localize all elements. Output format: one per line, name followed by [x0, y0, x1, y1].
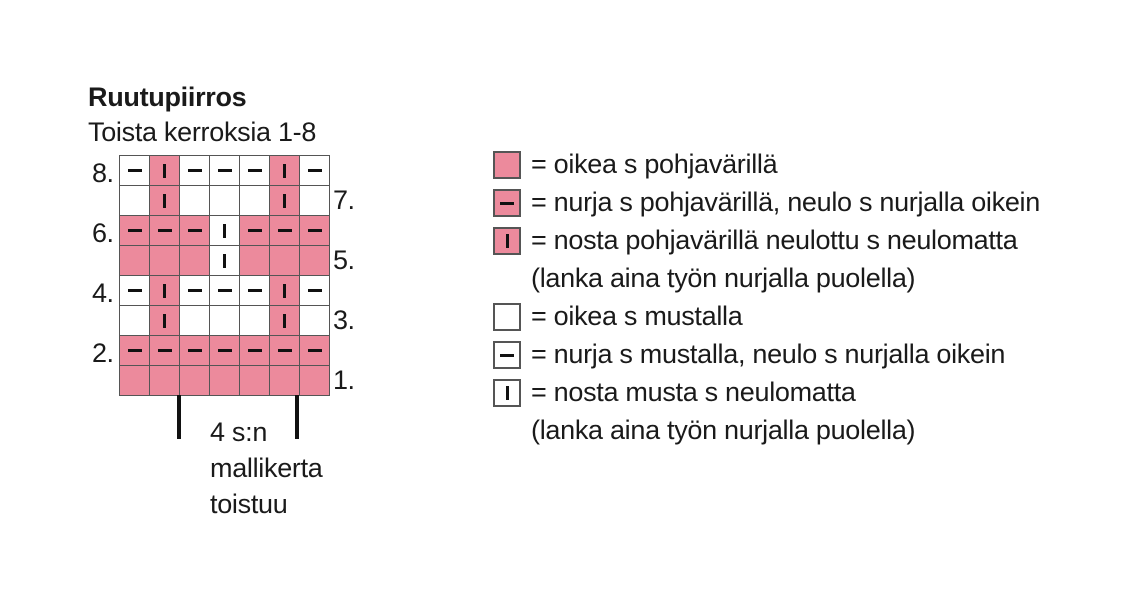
bar-symbol-icon	[223, 254, 226, 268]
chart-cell	[240, 366, 270, 396]
dash-symbol-icon	[248, 169, 262, 172]
row-label-3: 3.	[333, 305, 355, 335]
chart-cell	[120, 246, 150, 276]
chart-cell	[150, 216, 180, 246]
row-label-4: 4.	[92, 278, 114, 308]
chart-cell	[210, 336, 240, 366]
bar-symbol-icon	[163, 194, 166, 208]
row-label-8: 8.	[92, 158, 114, 188]
bar-symbol-icon	[506, 386, 509, 400]
bar-symbol-icon	[283, 194, 286, 208]
legend-text: = oikea s mustalla	[531, 301, 743, 331]
bar-symbol-icon	[163, 314, 166, 328]
legend-text: = nosta pohjavärillä neulottu s neulomatta	[531, 225, 1018, 255]
chart-cell	[300, 276, 330, 306]
chart-cell	[210, 276, 240, 306]
dash-symbol-icon	[500, 354, 514, 357]
row-label-2: 2.	[92, 338, 114, 368]
legend-text: (lanka aina työn nurjalla puolella)	[531, 263, 916, 293]
chart-cell	[210, 186, 240, 216]
legend-text: = nurja s mustalla, neulo s nurjalla oikein	[531, 339, 1006, 369]
repeat-note-line: mallikerta	[210, 453, 323, 483]
repeat-note-line: toistuu	[210, 489, 288, 519]
dash-symbol-icon	[248, 229, 262, 232]
chart-cell	[270, 186, 300, 216]
dash-symbol-icon	[278, 349, 292, 352]
legend-swatch-pink	[493, 151, 521, 179]
chart-cell	[180, 306, 210, 336]
dash-symbol-icon	[248, 349, 262, 352]
legend-text: = oikea s pohjavärillä	[531, 149, 778, 179]
dash-symbol-icon	[248, 289, 262, 292]
chart-cell	[300, 306, 330, 336]
chart-cell	[300, 336, 330, 366]
chart-cell	[240, 336, 270, 366]
legend-swatch-white	[493, 341, 521, 369]
repeat-note	[210, 414, 323, 522]
chart-cell	[150, 156, 180, 186]
chart-cell	[180, 216, 210, 246]
repeat-note-line: 4 s:n	[210, 417, 268, 447]
bar-symbol-icon	[223, 224, 226, 238]
bar-symbol-icon	[283, 164, 286, 178]
chart-cell	[120, 216, 150, 246]
chart-cell	[210, 306, 240, 336]
legend-swatch-pink	[493, 227, 521, 255]
repeat-marker-left	[177, 395, 181, 439]
bar-symbol-icon	[283, 284, 286, 298]
chart-subtitle: Toista kerroksia 1-8	[88, 117, 317, 147]
chart-cell	[180, 336, 210, 366]
chart-cell	[120, 186, 150, 216]
chart-cell	[240, 156, 270, 186]
chart-cell	[270, 276, 300, 306]
chart-cell	[120, 156, 150, 186]
chart-cell	[240, 276, 270, 306]
dash-symbol-icon	[308, 169, 322, 172]
dash-symbol-icon	[278, 229, 292, 232]
chart-cell	[240, 216, 270, 246]
chart-cell	[180, 366, 210, 396]
legend-swatch-white	[493, 303, 521, 331]
dash-symbol-icon	[308, 349, 322, 352]
chart-cell	[240, 246, 270, 276]
dash-symbol-icon	[218, 289, 232, 292]
chart-cell	[180, 246, 210, 276]
chart-cell	[300, 246, 330, 276]
chart-cell	[150, 246, 180, 276]
chart-cell	[270, 336, 300, 366]
chart-cell	[300, 216, 330, 246]
chart-cell	[270, 156, 300, 186]
row-label-6: 6.	[92, 218, 114, 248]
dash-symbol-icon	[308, 229, 322, 232]
chart-cell	[300, 366, 330, 396]
dash-symbol-icon	[188, 229, 202, 232]
chart-cell	[270, 216, 300, 246]
chart-cell	[240, 186, 270, 216]
dash-symbol-icon	[188, 289, 202, 292]
dash-symbol-icon	[128, 349, 142, 352]
chart-cell	[120, 276, 150, 306]
bar-symbol-icon	[163, 284, 166, 298]
legend-text: = nosta musta s neulomatta	[531, 377, 856, 407]
chart-cell	[150, 336, 180, 366]
chart-cell	[210, 366, 240, 396]
row-label-5: 5.	[333, 245, 355, 275]
legend-swatch-pink	[493, 189, 521, 217]
chart-cell	[300, 186, 330, 216]
chart-cell	[210, 216, 240, 246]
dash-symbol-icon	[128, 169, 142, 172]
legend-text: (lanka aina työn nurjalla puolella)	[531, 415, 916, 445]
chart-cell	[120, 336, 150, 366]
chart-cell	[150, 366, 180, 396]
bar-symbol-icon	[506, 234, 509, 248]
row-label-1: 1.	[333, 365, 355, 395]
chart-cell	[240, 306, 270, 336]
chart-cell	[180, 186, 210, 216]
dash-symbol-icon	[188, 349, 202, 352]
chart-cell	[120, 366, 150, 396]
chart-cell	[270, 246, 300, 276]
knitting-chart-grid	[119, 155, 330, 396]
row-label-7: 7.	[333, 185, 355, 215]
chart-cell	[210, 246, 240, 276]
dash-symbol-icon	[128, 229, 142, 232]
chart-cell	[120, 306, 150, 336]
dash-symbol-icon	[218, 169, 232, 172]
chart-cell	[150, 186, 180, 216]
chart-cell	[270, 366, 300, 396]
dash-symbol-icon	[500, 202, 514, 205]
chart-cell	[270, 306, 300, 336]
dash-symbol-icon	[308, 289, 322, 292]
dash-symbol-icon	[128, 289, 142, 292]
dash-symbol-icon	[218, 349, 232, 352]
dash-symbol-icon	[188, 169, 202, 172]
chart-cell	[150, 276, 180, 306]
legend-text: = nurja s pohjavärillä, neulo s nurjalla oikein	[531, 187, 1040, 217]
bar-symbol-icon	[283, 314, 286, 328]
chart-cell	[150, 306, 180, 336]
chart-title: Ruutupiirros	[88, 82, 247, 112]
chart-cell	[180, 156, 210, 186]
legend-swatch-white	[493, 379, 521, 407]
bar-symbol-icon	[163, 164, 166, 178]
dash-symbol-icon	[158, 229, 172, 232]
dash-symbol-icon	[158, 349, 172, 352]
chart-cell	[210, 156, 240, 186]
chart-cell	[300, 156, 330, 186]
chart-cell	[180, 276, 210, 306]
